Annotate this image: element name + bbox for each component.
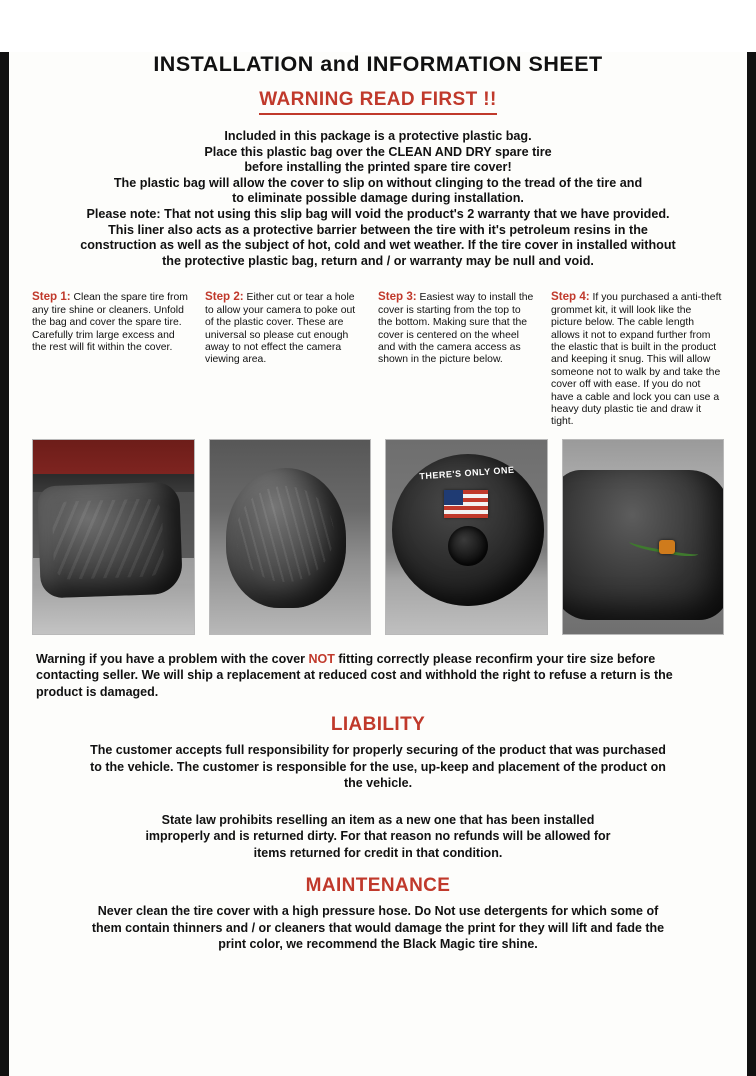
intro-line-4: The plastic bag will allow the cover to slip on without clinging to the tread of the tire and	[113, 175, 643, 190]
warning-heading: WARNING READ FIRST !!	[259, 89, 496, 115]
warning-heading-wrap	[14, 89, 742, 115]
intro-line-2: Place this plastic bag over the CLEAN AND DRY spare tire	[204, 144, 552, 159]
step-2-label: Step 2:	[205, 290, 244, 304]
intro-line-1: Included in this package is a protective plastic bag.	[224, 129, 532, 143]
liability-p1-line-1: The customer accepts full responsibility for properly securing of the product that was purchased	[90, 743, 666, 758]
step-4-label: Step 4:	[551, 290, 590, 304]
photo-truck-with-bagged-spare-tire	[32, 439, 195, 635]
photo2-bagged-tire	[226, 468, 346, 608]
maintenance-line-3: print color, we recommend the Black Magic tire shine.	[218, 937, 538, 952]
liability-p1-line-2: to the vehicle. The customer is responsible for the use, up-keep and placement of the product on	[90, 759, 666, 774]
fitting-warning-note	[14, 651, 742, 701]
step-2-text: Either cut or tear a hole to allow your camera to poke out of the plastic cover. These are universal so please cut enough away to not effect the camera viewing area.	[205, 292, 356, 366]
liability-p2-line-2: improperly and is returned dirty. For that reason no refunds will be allowed for	[145, 829, 611, 844]
liability-p1-line-3: the vehicle.	[343, 776, 413, 791]
step-1-text: Clean the spare tire from any tire shine or cleaners. Unfold the bag and cover the spare tire. Carefully trim large excess and the rest will fit within the cover.	[32, 292, 188, 353]
intro-line-3: before installing the printed spare tire cover!	[244, 160, 512, 175]
photo4-lock	[659, 540, 675, 554]
liability-paragraph-2	[14, 812, 742, 862]
fitting-warning-not: NOT	[308, 651, 335, 666]
liability-p2-line-1: State law prohibits reselling an item as a new one that has been installed	[161, 812, 595, 827]
maintenance-heading: MAINTENANCE	[305, 875, 451, 897]
liability-p2-line-3: items returned for credit in that condition.	[253, 845, 503, 860]
maintenance-line-2: them contain thinners and / or cleaners that would damage the print for they will lift and fade the	[91, 920, 665, 935]
intro-line-5: to eliminate possible damage during installation.	[232, 191, 524, 206]
maintenance-body	[14, 903, 742, 953]
photo-anti-theft-cable	[562, 439, 725, 635]
step-3-label: Step 3:	[378, 290, 417, 304]
page-title: INSTALLATION and INFORMATION SHEET	[153, 52, 603, 76]
photo3-camera-hole	[448, 526, 488, 566]
photo1-bagged-tire	[37, 481, 183, 598]
photo3-cover-text: THERE'S ONLY ONE	[419, 464, 515, 482]
us-flag-graphic	[444, 490, 488, 518]
liability-paragraph-1	[14, 742, 742, 792]
spacer	[14, 792, 742, 806]
intro-block	[14, 129, 742, 269]
intro-line-6: Please note: That not using this slip bag will void the product's 2 warranty that we have provided.	[86, 206, 670, 221]
step-1	[32, 291, 205, 428]
step-4	[551, 291, 724, 428]
step-2	[205, 291, 378, 428]
maintenance-line-1: Never clean the tire cover with a high pressure hose. Do Not use detergents for which some of	[97, 904, 659, 919]
intro-line-8: construction as well as the subject of hot, cold and wet weather. If the tire cover in installed without	[80, 238, 676, 253]
liability-heading: LIABILITY	[330, 714, 426, 736]
steps-row	[14, 291, 742, 428]
document-page	[0, 52, 756, 1076]
fitting-warning-part2: fitting correctly please reconfirm your tire size before contacting seller. We will ship a replacement at reduced cost and withhold the right to refuse a return is the product is damaged.	[36, 651, 673, 699]
photo-plastic-bag-over-tire	[209, 439, 372, 635]
photo-printed-tire-cover	[385, 439, 548, 635]
photos-row	[14, 439, 742, 635]
step-3	[378, 291, 551, 428]
fitting-warning-part1: Warning if you have a problem with the cover	[36, 651, 306, 666]
intro-line-7: This liner also acts as a protective barrier between the tire with it's petroleum resins in the	[108, 222, 648, 237]
intro-line-9: the protective plastic bag, return and / or warranty may be null and void.	[162, 253, 594, 268]
step-1-label: Step 1:	[32, 290, 71, 304]
page-left-border	[0, 52, 9, 1076]
step-4-text: If you purchased a anti-theft grommet kit, it will look like the picture below. The cable length allows it not to expand further from the elastic that is built in the product and keeping it snug. This will allow someone not to walk by and take the cover off with ease. If you do not have a cable and lock you can use a heavy duty plastic tie and draw it tight.	[551, 292, 722, 428]
page-right-border	[747, 52, 756, 1076]
step-3-text: Easiest way to install the cover is starting from the top to the bottom. Making sure that the cover is centered on the wheel and with the camera access as shown in the picture below.	[378, 292, 534, 366]
